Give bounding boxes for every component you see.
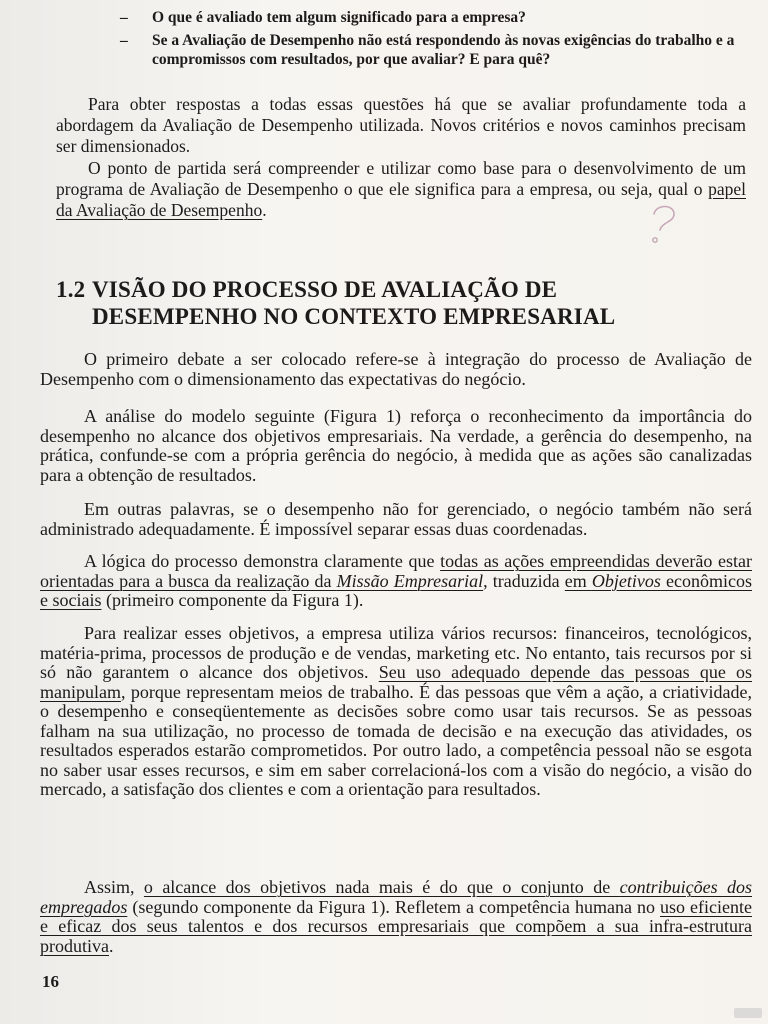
emphasized-term: contribuições dos empregados — [40, 877, 752, 917]
scanner-watermark-icon — [734, 1008, 762, 1018]
paragraph-text: (primeiro componente da Figura 1). — [101, 590, 364, 610]
bullet-dash: – — [120, 9, 128, 26]
section-title-line2: DESEMPENHO NO CONTEXTO EMPRESARIAL — [92, 304, 616, 329]
paragraph-text: O primeiro debate a ser colocado refere-se à integração do processo de Avaliação de Desempenho com o dimensionamento das expectativas do negócio. — [40, 349, 752, 389]
bullet-text: O que é avaliado tem algum significado para a empresa? — [152, 9, 526, 26]
underlined-phrase: Seu uso adequado depende das pessoas que os manipulam — [40, 662, 753, 702]
list-item — [120, 8, 740, 27]
paragraph-primeiro-debate — [40, 350, 752, 389]
paragraph-respostas — [56, 94, 746, 157]
question-list — [120, 8, 740, 73]
paragraph-text: Assim, — [84, 877, 144, 897]
handwritten-question-mark-icon — [640, 200, 700, 250]
paragraph-text: A análise do modelo seguinte (Figura 1) reforça o reconhecimento da importância do desempenho no alcance dos objetivos empresariais. Na verdade, a gerência do desempenho, na prática, confunde-se com a própria gerência do negócio, à medida que as ações são canalizadas para a obtenção de resultados. — [40, 406, 752, 485]
bullet-dash: – — [120, 32, 128, 49]
underlined-phrase: econômicos e sociais — [40, 570, 752, 610]
paragraph-text: O ponto de partida será compreender e utilizar como base para o desenvolvimento de um programa de Avaliação de Desempenho o que ele significa para a empresa, ou seja, qual o — [56, 158, 746, 199]
bullet-text: Se a Avaliação de Desempenho não está respondendo às novas exigências do trabalho e a compromissos com resultados, por que avaliar? E para quê? — [152, 32, 735, 68]
paragraph-realizar-objetivos — [40, 624, 752, 800]
emphasized-term: Missão Empresarial — [336, 570, 484, 591]
paragraph-text: Para realizar esses objetivos, a empresa utiliza vários recursos: financeiros, tecnológicos, matéria-prima, processos de produção e de vendas, marketing etc. No entanto, tais recursos por si só não garantem o alcance dos objetivos. — [40, 623, 752, 682]
paragraph-analise-modelo — [40, 407, 752, 485]
paragraph-text: , porque representam meios de trabalho. É das pessoas que vêm a ação, a criatividade, o desempenho e conseqüentemente as decisões sobre como usar tais recursos. Se as pessoas falham na sua utilização, no processo de tomada de decisão e na execução das atividades, os resultados esperados estarão comprometidos. Por outro lado, a competência pessoal não se esgota no saber usar esses recursos, e sim em saber correlacioná-los com a visão do negócio, a visão do mercado, a satisfação dos clientes e com a orientação para resultados. — [40, 681, 752, 799]
section-title-line1: VISÃO DO PROCESSO DE AVALIAÇÃO DE — [92, 277, 558, 302]
emphasized-term: Objetivos — [591, 570, 661, 591]
list-item — [120, 31, 740, 69]
paragraph-text: (segundo componente da Figura 1). Refletem a competência humana no — [127, 896, 660, 917]
paragraph-text: A lógica do processo demonstra claramente que — [84, 551, 441, 571]
paragraph-text: Em outras palavras, se o desempenho não for gerenciado, o negócio também não será administrado adequadamente. É impossível separar essas duas coordenadas. — [40, 499, 752, 539]
paragraph-text: Para obter respostas a todas essas questões há que se avaliar profundamente toda a abordagem da Avaliação de Desempenho utilizada. Novos critérios e novos caminhos precisam ser dimensionados. — [56, 94, 746, 156]
section-heading — [56, 276, 696, 330]
paragraph-text: , traduzida — [483, 570, 565, 591]
paragraph-outras-palavras — [40, 500, 752, 539]
underlined-phrase: o alcance dos objetivos nada mais é do que o conjunto de — [143, 877, 620, 897]
page-number: 16 — [42, 972, 59, 991]
section-number: 1.2 — [56, 277, 86, 302]
paragraph-assim — [40, 878, 752, 956]
underlined-phrase: uso eficiente e eficaz dos seus talentos e dos recursos empresariais que compõem a sua infra-estrutura produtiva — [40, 896, 752, 956]
paragraph-text: . — [109, 935, 114, 956]
underlined-phrase: todas as ações empreendidas deverão estar orientadas para a busca da realização da — [40, 551, 752, 591]
underlined-phrase: papel da Avaliação de Desempenho — [56, 179, 746, 220]
paragraph-logica-processo — [40, 552, 752, 611]
paragraph-text: . — [262, 200, 267, 220]
underlined-phrase: em — [564, 570, 592, 591]
